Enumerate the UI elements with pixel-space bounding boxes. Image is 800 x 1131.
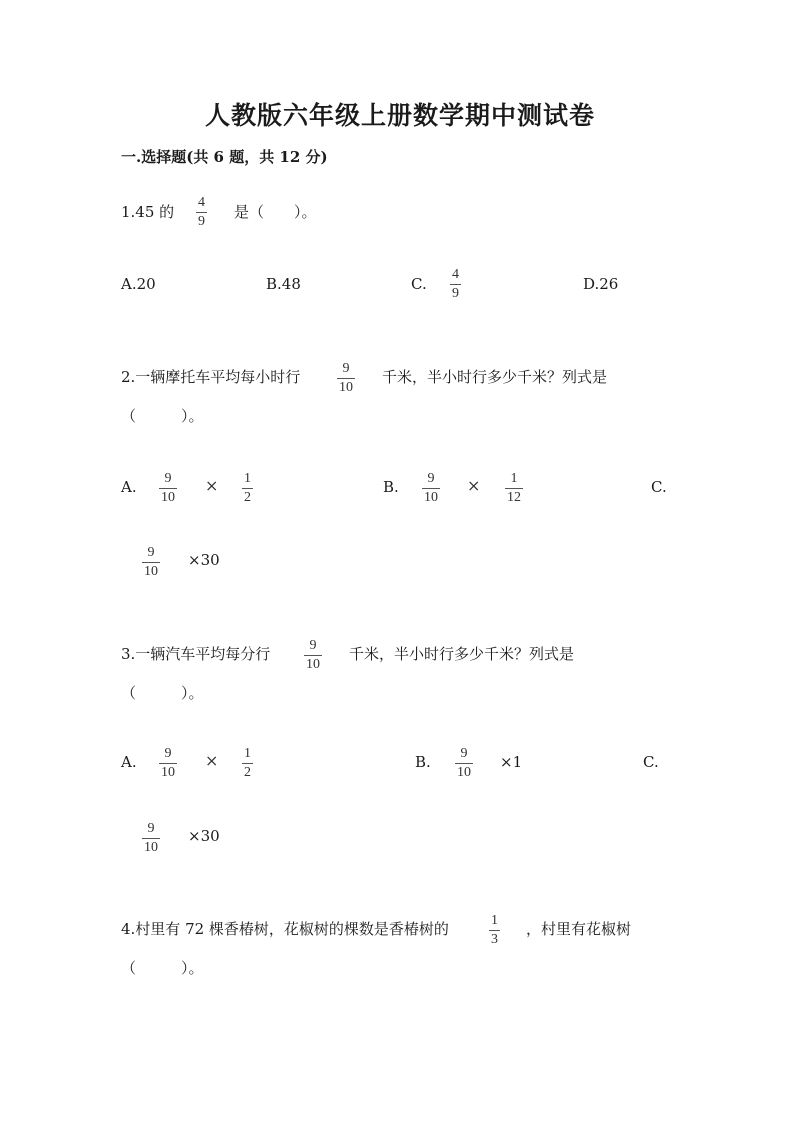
q3-option-c-fraction	[142, 821, 160, 856]
q1-option-c-label: C.	[411, 275, 427, 293]
q2-option-c-label: C.	[651, 478, 667, 496]
q2-option-b-f2-numerator: 1	[510, 471, 518, 486]
q1-option-a: A.20	[121, 275, 156, 293]
q2-option-c-denominator: 10	[144, 564, 158, 579]
q2-fraction-denominator: 10	[339, 380, 353, 395]
q3-fraction-denominator: 10	[306, 657, 320, 672]
q4-answer-paren: （ ）。	[121, 959, 204, 977]
q3-option-a-f2-denominator: 2	[244, 765, 251, 780]
q3-option-a-f2-numerator: 1	[244, 746, 251, 761]
q1-option-c-denominator: 9	[452, 286, 459, 301]
q1-text-start: 1.45 的	[121, 203, 175, 221]
q3-option-b-denominator: 10	[457, 765, 471, 780]
q3-text-start: 3.一辆汽车平均每分行	[121, 645, 271, 663]
q3-fraction	[304, 638, 322, 673]
q1-option-c-numerator: 4	[452, 267, 459, 282]
q1-fraction	[196, 195, 207, 230]
q2-option-c-fraction	[142, 545, 160, 580]
q3-option-a-operator: ×	[205, 751, 219, 770]
q3-option-a-f1-numerator: 9	[164, 746, 172, 761]
q3-option-a-fraction-2	[242, 746, 253, 781]
q3-answer-paren: （ ）。	[121, 684, 204, 702]
section-heading: 一.选择题(共 6 题，共 12 分)	[121, 148, 328, 166]
q2-option-b-label: B.	[383, 478, 399, 496]
q2-text-start: 2.一辆摩托车平均每小时行	[121, 368, 301, 386]
q3-option-c-tail: ×30	[188, 827, 220, 845]
q2-option-b-fraction-1	[422, 471, 440, 506]
q1-option-d: D.26	[583, 275, 619, 293]
q2-option-b-f2-denominator: 12	[507, 490, 521, 505]
q2-option-a-f2-numerator: 1	[244, 471, 251, 486]
q2-option-c-tail: ×30	[188, 551, 220, 569]
q1-fraction-denominator: 9	[198, 214, 205, 229]
q1-option-b: B.48	[266, 275, 301, 293]
q3-option-b-label: B.	[415, 753, 431, 771]
q3-option-b-tail: ×1	[500, 753, 523, 771]
q2-option-b-fraction-2	[505, 471, 523, 506]
q4-fraction	[489, 913, 500, 948]
q2-option-a-f1-numerator: 9	[164, 471, 172, 486]
q3-option-a-label: A.	[121, 753, 137, 771]
q2-answer-paren: （ ）。	[121, 407, 204, 425]
q2-option-b-operator: ×	[467, 476, 481, 495]
q4-fraction-numerator: 1	[491, 913, 498, 928]
q3-option-a-fraction-1	[159, 746, 177, 781]
q2-option-a-fraction-2	[242, 471, 253, 506]
q3-option-c-numerator: 9	[147, 821, 155, 836]
q4-text-end: ，村里有花椒树	[526, 920, 632, 938]
q3-text-end: 千米，半小时行多少千米？列式是	[349, 645, 575, 663]
q2-option-b-f1-denominator: 10	[424, 490, 438, 505]
q3-option-b-fraction	[455, 746, 473, 781]
q2-option-a-fraction-1	[159, 471, 177, 506]
q3-option-b-numerator: 9	[460, 746, 468, 761]
q2-fraction-numerator: 9	[342, 361, 350, 376]
q2-text-end: 千米，半小时行多少千米？列式是	[382, 368, 608, 386]
q2-option-c-numerator: 9	[147, 545, 155, 560]
q1-text-end: 是（ ）。	[234, 203, 317, 221]
q2-option-a-operator: ×	[205, 476, 219, 495]
q3-option-c-denominator: 10	[144, 840, 158, 855]
page-title: 人教版六年级上册数学期中测试卷	[204, 101, 595, 130]
q2-fraction	[337, 361, 355, 396]
q3-fraction-numerator: 9	[309, 638, 317, 653]
q3-option-a-f1-denominator: 10	[161, 765, 175, 780]
q4-text-start: 4.村里有 72 棵香椿树，花椒树的棵数是香椿树的	[121, 920, 449, 938]
q1-option-c-fraction	[450, 267, 461, 302]
q2-option-a-label: A.	[121, 478, 137, 496]
q1-fraction-numerator: 4	[198, 195, 205, 210]
q2-option-a-f2-denominator: 2	[244, 490, 251, 505]
q2-option-b-f1-numerator: 9	[427, 471, 435, 486]
q4-fraction-denominator: 3	[491, 932, 498, 947]
q2-option-a-f1-denominator: 10	[161, 490, 175, 505]
q3-option-c-label: C.	[643, 753, 659, 771]
